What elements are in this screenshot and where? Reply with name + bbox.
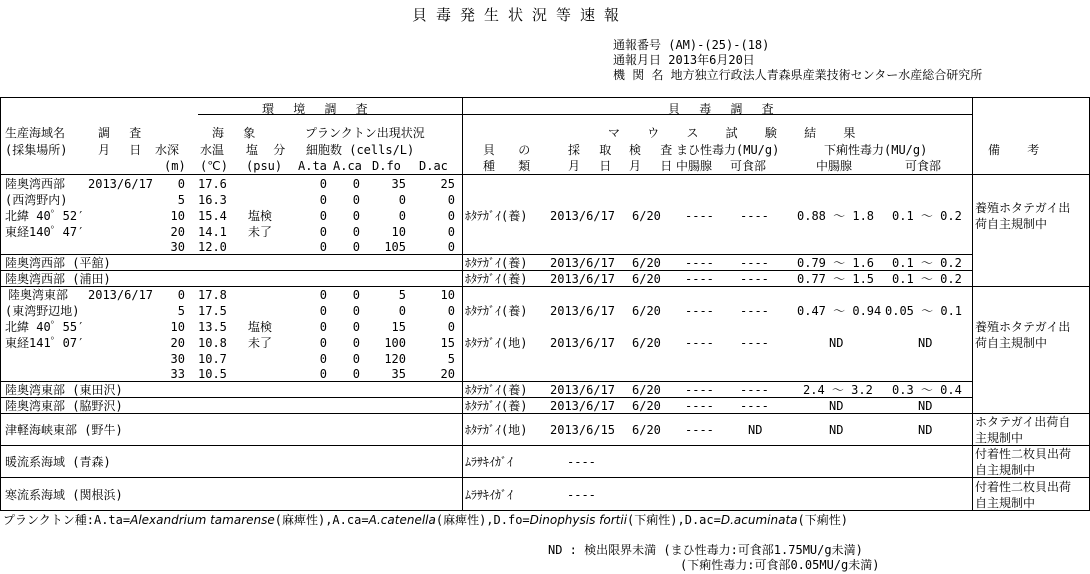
area-latitude: 北緯 40゜55′ [5,320,85,334]
report-date: 通報月日 2013年6月20日 [613,53,755,67]
temp-cell: 17.6 [198,177,227,191]
inspect-header: 検 査 [629,143,679,157]
column-divider [972,97,973,510]
area-latitude: 北緯 40゜52′ [5,209,85,223]
collect-date: ---- [567,488,596,502]
area-longitude: 東経140゜47′ [5,225,85,239]
remark: 養殖ホタテガイ出 [975,201,1071,215]
remark: 自主規制中 [975,463,1036,477]
temp-cell: 16.3 [198,193,227,207]
row-divider [0,286,1090,287]
area-name: 陸奥湾西部 (浦田) [5,272,111,286]
temp-cell: 15.4 [198,209,227,223]
plankton-header: プランクトン出現状況 [305,126,425,140]
ata-cell: 0 [319,304,327,318]
shell-type-header: 種 類 [483,159,539,173]
depth-cell: 10 [170,209,185,223]
paralytic-edible: ---- [740,209,769,223]
shell-type: ﾑﾗｻｷｲｶﾞｲ [465,488,514,502]
table-bottom-border [0,510,1090,511]
area-name: 寒流系海域 (関根浜) [5,488,123,502]
plankton-species-note: プランクトン種:A.ta=Alexandrium tamarense(麻痺性),A.ca=A.catenella(麻痺性),D.fo=Dinophysis fortii(下痢性),D.ac=D.acuminata(下痢性) [3,513,848,527]
dfo-cell: 0 [398,209,406,223]
aca-header: A.ca [333,159,362,173]
inspect-date: 6/20 [632,272,661,286]
inspect-date: 6/20 [632,383,661,397]
paralytic-edible: ---- [740,336,769,350]
aca-cell: 0 [352,240,360,254]
diarrheic-midgut: 0.79 ～ 1.6 [797,256,875,270]
area-name-header: 生産海域名 [5,126,66,140]
inspect-date: 6/20 [632,423,661,437]
inspect-date: 6/20 [632,209,661,223]
diarrheic-edible: 0.1 ～ 0.2 [892,256,962,270]
area-name: 陸奥湾東部 [8,288,69,302]
collect-date: 2013/6/17 [550,256,616,270]
salinity-note: 未了 [248,225,273,239]
depth-header: 水深 [155,143,180,157]
survey-header: 調 査 [98,126,148,140]
dac-cell: 25 [440,177,455,191]
diarrheic-midgut: 0.47 ～ 0.94 [797,304,882,318]
collect-date: 2013/6/17 [550,383,616,397]
depth-cell: 30 [170,240,185,254]
survey-date: 2013/6/17 [88,288,154,302]
report-number: 通報番号 (AM)-(25)-(18) [613,38,770,52]
remark: 荷自主規制中 [975,336,1048,350]
dac-cell: 20 [440,367,455,381]
ata-cell: 0 [319,240,327,254]
temp-cell: 14.1 [198,225,227,239]
remark: 主規制中 [975,431,1024,445]
diarrheic-edible: 0.1 ～ 0.2 [892,272,962,286]
paralytic-midgut: ---- [685,304,714,318]
dac-cell: 0 [447,209,455,223]
shell-type: ﾎﾀﾃｶﾞｲ(養) [465,399,528,413]
salinity-note: 塩検 [248,320,273,334]
site-header: (採集場所) [5,143,68,157]
collect-date: 2013/6/17 [550,209,616,223]
paralytic-edible: ---- [740,272,769,286]
aca-cell: 0 [352,367,360,381]
depth-cell: 30 [170,352,185,366]
dac-cell: 10 [440,288,455,302]
area-longitude: 東経141゜07′ [5,336,85,350]
paralytic-edible: ---- [740,383,769,397]
collect-date: 2013/6/17 [550,336,616,350]
depth-cell: 10 [170,320,185,334]
shell-type: ﾎﾀﾃｶﾞｲ(養) [465,383,528,397]
dac-cell: 0 [447,320,455,334]
ata-header: A.ta [298,159,327,173]
aca-cell: 0 [352,193,360,207]
column-divider [462,97,463,510]
dfo-cell: 0 [398,193,406,207]
aca-cell: 0 [352,177,360,191]
row-divider [0,254,972,255]
row-divider [0,413,1090,414]
diarrheic-midgut: ND [829,423,844,437]
aca-cell: 0 [352,336,360,350]
collect-date: 2013/6/17 [550,399,616,413]
area-site: (西湾野内) [5,193,68,207]
area-name: 陸奥湾東部 (東田沢) [5,383,123,397]
area-name: 陸奥湾西部 [5,177,66,191]
remark: 付着性二枚貝出荷 [975,447,1072,461]
salinity-header: 塩 分 [246,143,290,157]
aca-cell: 0 [352,288,360,302]
page-title: 貝毒発生状況等速報 [412,6,629,24]
remark: 養殖ホタテガイ出 [975,320,1071,334]
diarrheic-edible: 0.3 ～ 0.4 [892,383,962,397]
dac-cell: 0 [447,304,455,318]
dfo-cell: 105 [384,240,406,254]
diarrheic-midgut: 0.77 ～ 1.5 [797,272,875,286]
header-bottom-border [0,174,1090,175]
reporting-agency: 機 関 名 地方独立行政法人青森県産業技術センター水産総合研究所 [613,68,983,82]
depth-cell: 0 [177,177,185,191]
inspect-date: 6/20 [632,256,661,270]
sea-header: 海 象 [212,126,262,140]
remarks-header: 備 考 [988,143,1050,157]
inspect-date: 6/20 [632,304,661,318]
shell-type: ﾑﾗｻｷｲｶﾞｲ [465,455,514,469]
ata-cell: 0 [319,336,327,350]
row-divider [0,381,972,382]
dfo-cell: 35 [391,367,406,381]
p-midgut-header: 中腸腺 [676,159,713,173]
ata-cell: 0 [319,367,327,381]
collect-date-header: 月 日 [568,159,618,173]
area-name: 暖流系海域 (青森) [5,455,111,469]
remark: 自主規制中 [975,496,1036,510]
aca-cell: 0 [352,209,360,223]
temp-cell: 17.8 [198,288,227,302]
temp-cell: 10.8 [198,336,227,350]
temp-cell: 12.0 [198,240,227,254]
dac-cell: 15 [440,336,455,350]
collect-date: ---- [567,455,596,469]
salinity-note: 未了 [248,336,273,350]
shell-header: 貝 の [483,143,539,157]
diarrheic-midgut: ND [829,336,844,350]
ata-cell: 0 [319,352,327,366]
dfo-header: D.fo [372,159,401,173]
shell-type: ﾎﾀﾃｶﾞｲ(地) [465,423,528,437]
dfo-cell: 120 [384,352,406,366]
depth-unit: (m) [164,159,186,173]
nd-note: ND : 検出限界未満 (まひ性毒力:可食部1.75MU/g未満) [548,543,863,557]
temp-cell: 10.5 [198,367,227,381]
paralytic-edible: ---- [740,304,769,318]
paralytic-edible: ND [748,423,763,437]
remark: ホタテガイ出荷自 [975,415,1071,429]
dac-cell: 5 [447,352,455,366]
depth-cell: 20 [170,336,185,350]
toxin-survey-header: 貝 毒 調 査 [668,102,780,116]
diarrheic-midgut: 2.4 ～ 3.2 [803,383,873,397]
dfo-cell: 15 [391,320,406,334]
collect-date: 2013/6/15 [550,423,616,437]
shell-type: ﾎﾀﾃｶﾞｲ(養) [465,209,528,223]
inspect-date: 6/20 [632,399,661,413]
temp-cell: 17.5 [198,304,227,318]
paralytic-midgut: ---- [685,256,714,270]
depth-cell: 33 [170,367,185,381]
paralytic-midgut: ---- [685,272,714,286]
aca-cell: 0 [352,352,360,366]
remark: 付着性二枚貝出荷 [975,480,1072,494]
diarrheic-midgut: 0.88 ～ 1.8 [797,209,875,223]
temp-cell: 10.7 [198,352,227,366]
diarrheic-header: 下痢性毒力(MU/g) [824,143,928,157]
paralytic-edible: ---- [740,256,769,270]
survey-date: 2013/6/17 [88,177,154,191]
row-divider [0,397,972,398]
env-survey-header: 環 境 調 査 [262,102,374,116]
aca-cell: 0 [352,320,360,334]
shell-type: ﾎﾀﾃｶﾞｲ(地) [465,336,528,350]
depth-cell: 5 [177,304,185,318]
area-site: (東湾野辺地) [5,304,80,318]
paralytic-header: まひ性毒力(MU/g) [676,143,780,157]
mouse-test-header: マ ウ ス 試 験 結 果 [608,126,866,140]
p-edible-header: 可食部 [730,159,767,173]
area-name: 陸奥湾東部 (脇野沢) [5,399,123,413]
aca-cell: 0 [352,304,360,318]
salinity-note: 塩検 [248,209,273,223]
d-edible-header: 可食部 [905,159,942,173]
shell-type: ﾎﾀﾃｶﾞｲ(養) [465,256,528,270]
paralytic-midgut: ---- [685,423,714,437]
paralytic-midgut: ---- [685,336,714,350]
inspect-date: 6/20 [632,336,661,350]
dfo-cell: 35 [391,177,406,191]
depth-cell: 0 [177,288,185,302]
nd-note: (下痢性毒力:可食部0.05MU/g未満) [680,558,880,572]
ata-cell: 0 [319,288,327,302]
table-left-border [0,97,1,510]
shell-type: ﾎﾀﾃｶﾞｲ(養) [465,304,528,318]
cells-header: 細胞数 (cells/L) [306,143,415,157]
ata-cell: 0 [319,320,327,334]
area-name: 津軽海峡東部 (野牛) [5,423,123,437]
collect-header: 採 取 [568,143,618,157]
diarrheic-edible: ND [918,423,933,437]
paralytic-edible: ---- [740,399,769,413]
paralytic-midgut: ---- [685,383,714,397]
diarrheic-midgut: ND [829,399,844,413]
ata-cell: 0 [319,225,327,239]
depth-cell: 5 [177,193,185,207]
temp-unit: (℃) [200,159,228,173]
dac-cell: 0 [447,225,455,239]
d-midgut-header: 中腸腺 [816,159,853,173]
dfo-cell: 0 [398,304,406,318]
temp-header: 水温 [200,143,225,157]
temp-cell: 13.5 [198,320,227,334]
row-divider [0,445,1090,446]
dfo-cell: 100 [384,336,406,350]
dfo-cell: 10 [391,225,406,239]
ata-cell: 0 [319,209,327,223]
inspect-date-header: 月 日 [629,159,679,173]
paralytic-midgut: ---- [685,209,714,223]
diarrheic-edible: ND [918,336,933,350]
aca-cell: 0 [352,225,360,239]
row-divider [0,477,1090,478]
dac-header: D.ac [419,159,448,173]
paralytic-midgut: ---- [685,399,714,413]
dfo-cell: 5 [398,288,406,302]
dac-cell: 0 [447,193,455,207]
depth-cell: 20 [170,225,185,239]
diarrheic-edible: 0.05 ～ 0.1 [885,304,963,318]
survey-date-header: 月 日 [98,143,148,157]
table-top-border [0,97,1090,98]
row-divider [0,270,972,271]
ata-cell: 0 [319,193,327,207]
area-name: 陸奥湾西部 (平舘) [5,256,111,270]
diarrheic-edible: ND [918,399,933,413]
diarrheic-edible: 0.1 ～ 0.2 [892,209,962,223]
dac-cell: 0 [447,240,455,254]
salinity-unit: (psu) [246,159,283,173]
shell-type: ﾎﾀﾃｶﾞｲ(養) [465,272,528,286]
collect-date: 2013/6/17 [550,272,616,286]
ata-cell: 0 [319,177,327,191]
remark: 荷自主規制中 [975,217,1048,231]
collect-date: 2013/6/17 [550,304,616,318]
